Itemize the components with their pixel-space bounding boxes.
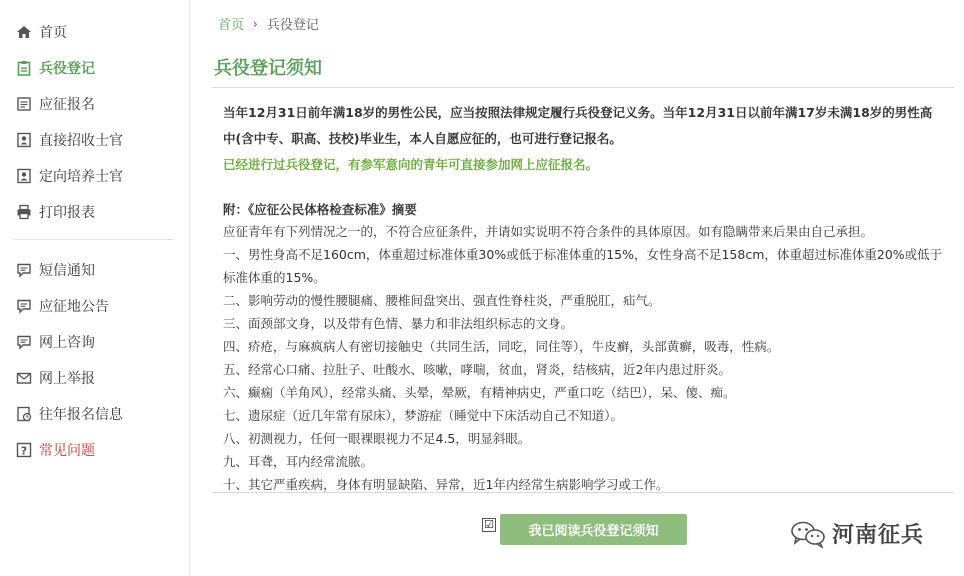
watermark-text: 河南征兵 — [832, 523, 925, 548]
home-icon — [16, 24, 32, 40]
appendix-line: 八、初测视力，任何一眼裸眼视力不足4.5，明显斜眼。 — [223, 431, 531, 446]
sidebar-item-military-registration[interactable] — [16, 57, 95, 79]
sidebar-divider — [14, 239, 174, 240]
watermark — [790, 518, 924, 549]
main-content — [190, 0, 964, 576]
message-icon — [16, 262, 32, 278]
history-icon — [16, 406, 32, 422]
sidebar-item-label: 打印报表 — [39, 205, 95, 221]
sidebar-item-label: 应征地公告 — [39, 299, 109, 315]
breadcrumb-current: 兵役登记 — [266, 18, 319, 33]
sidebar-item-label: 往年报名信息 — [39, 407, 123, 423]
sidebar-item-past-signup-info[interactable] — [16, 403, 123, 425]
sidebar-item-label: 定向培养士官 — [39, 169, 123, 185]
appendix-line: 六、癫痫（羊角风），经常头痛、头晕，晕厥，有精神病史，严重口吃（结巴），呆、傻、痴。 — [223, 385, 736, 400]
appendix-line: 二、影响劳动的慢性腰腿痛、腰椎间盘突出、强直性脊柱炎，严重脱肛，疝气。 — [223, 293, 661, 308]
clipboard-icon — [16, 60, 32, 76]
breadcrumb-separator: › — [253, 16, 258, 31]
sidebar-item-label: 应征报名 — [39, 97, 95, 113]
appendix-line: 五、经常心口痛、拉肚子、吐酸水、咳嗽，哮喘，贫血，肾炎，结核病，近2年内患过肝炎。 — [223, 362, 731, 377]
id-badge-icon — [16, 168, 32, 184]
sidebar-item-sms-notice[interactable] — [16, 259, 95, 281]
appendix-line: 一、男性身高不足160cm，体重超过标准体重30%或低于标准体重的15%，女性身高不足158cm，体重超过标准体重20%或低于标准体重的15%。 — [223, 247, 943, 285]
sidebar-item-enlistment-signup[interactable] — [16, 93, 95, 115]
appendix-line: 七、遗尿症（近几年常有尿床），梦游症（睡觉中下床活动自己不知道）。 — [223, 408, 624, 423]
sidebar-item-online-report[interactable] — [16, 367, 95, 389]
title-divider — [212, 87, 954, 88]
breadcrumb — [218, 14, 319, 33]
sidebar-item-label: 兵役登记 — [39, 61, 95, 77]
appendix-line: 十、其它严重疾病，身体有明显缺陷、异常，近1年内经常生病影响学习或工作。 — [223, 477, 669, 492]
form-icon — [16, 96, 32, 112]
appendix-line: 应征青年有下列情况之一的，不符合应征条件，并请如实说明不符合条件的具体原因。如有隐瞒带来后果由自己承担。 — [223, 224, 874, 239]
sidebar-item-label: 网上举报 — [39, 371, 95, 387]
appendix — [223, 200, 948, 496]
sidebar-item-label: 首页 — [39, 25, 67, 41]
svg-text:?: ? — [20, 444, 28, 458]
read-confirm-checkbox[interactable]: ☑ — [482, 518, 496, 532]
sidebar-item-label: 短信通知 — [39, 263, 95, 279]
notice-icon — [16, 298, 32, 314]
page-title: 兵役登记须知 — [214, 58, 322, 79]
sidebar — [0, 0, 190, 576]
wechat-icon — [790, 520, 826, 548]
sidebar-item-label: 网上咨询 — [39, 335, 95, 351]
sidebar-item-faq[interactable] — [16, 439, 95, 461]
bottom-divider — [212, 492, 954, 493]
mail-icon — [16, 370, 32, 386]
printer-icon — [16, 204, 32, 220]
breadcrumb-home-link[interactable]: 首页 — [218, 18, 245, 33]
sidebar-item-home[interactable] — [16, 21, 67, 43]
registration-intro: 当年12月31日前年满18岁的男性公民，应当按照法律规定履行兵役登记义务。当年12月31日以前年满17岁未满18岁的男性高中(含中专、职高、技校)毕业生，本人自愿应征的，也可进行登记报名。 — [223, 105, 933, 146]
sidebar-item-label: 直接招收士官 — [39, 133, 123, 149]
registration-note: 已经进行过兵役登记，有参军意向的青年可直接参加网上应征报名。 — [223, 157, 599, 172]
sidebar-item-oriented-nco[interactable] — [16, 165, 123, 187]
id-card-icon — [16, 132, 32, 148]
appendix-line: 九、耳聋，耳内经常流脓。 — [223, 454, 374, 469]
chat-icon — [16, 334, 32, 350]
sidebar-item-print-report[interactable] — [16, 201, 95, 223]
appendix-title: 附：《应征公民体格检查标准》摘要 — [223, 202, 417, 217]
question-icon — [16, 442, 32, 458]
sidebar-item-online-consult[interactable] — [16, 331, 95, 353]
read-confirm-button[interactable]: 我已阅读兵役登记须知 — [500, 514, 687, 545]
appendix-line: 四、疥疮，与麻疯病人有密切接触史（共同生活，同吃，同住等），牛皮癣，头部黄癣，吸毒，性病。 — [223, 339, 780, 354]
appendix-line: 三、面颈部文身，以及带有色情、暴力和非法组织标志的文身。 — [223, 316, 574, 331]
sidebar-item-local-announcement[interactable] — [16, 295, 109, 317]
sidebar-item-label: 常见问题 — [39, 443, 95, 459]
sidebar-item-direct-nco[interactable] — [16, 129, 123, 151]
